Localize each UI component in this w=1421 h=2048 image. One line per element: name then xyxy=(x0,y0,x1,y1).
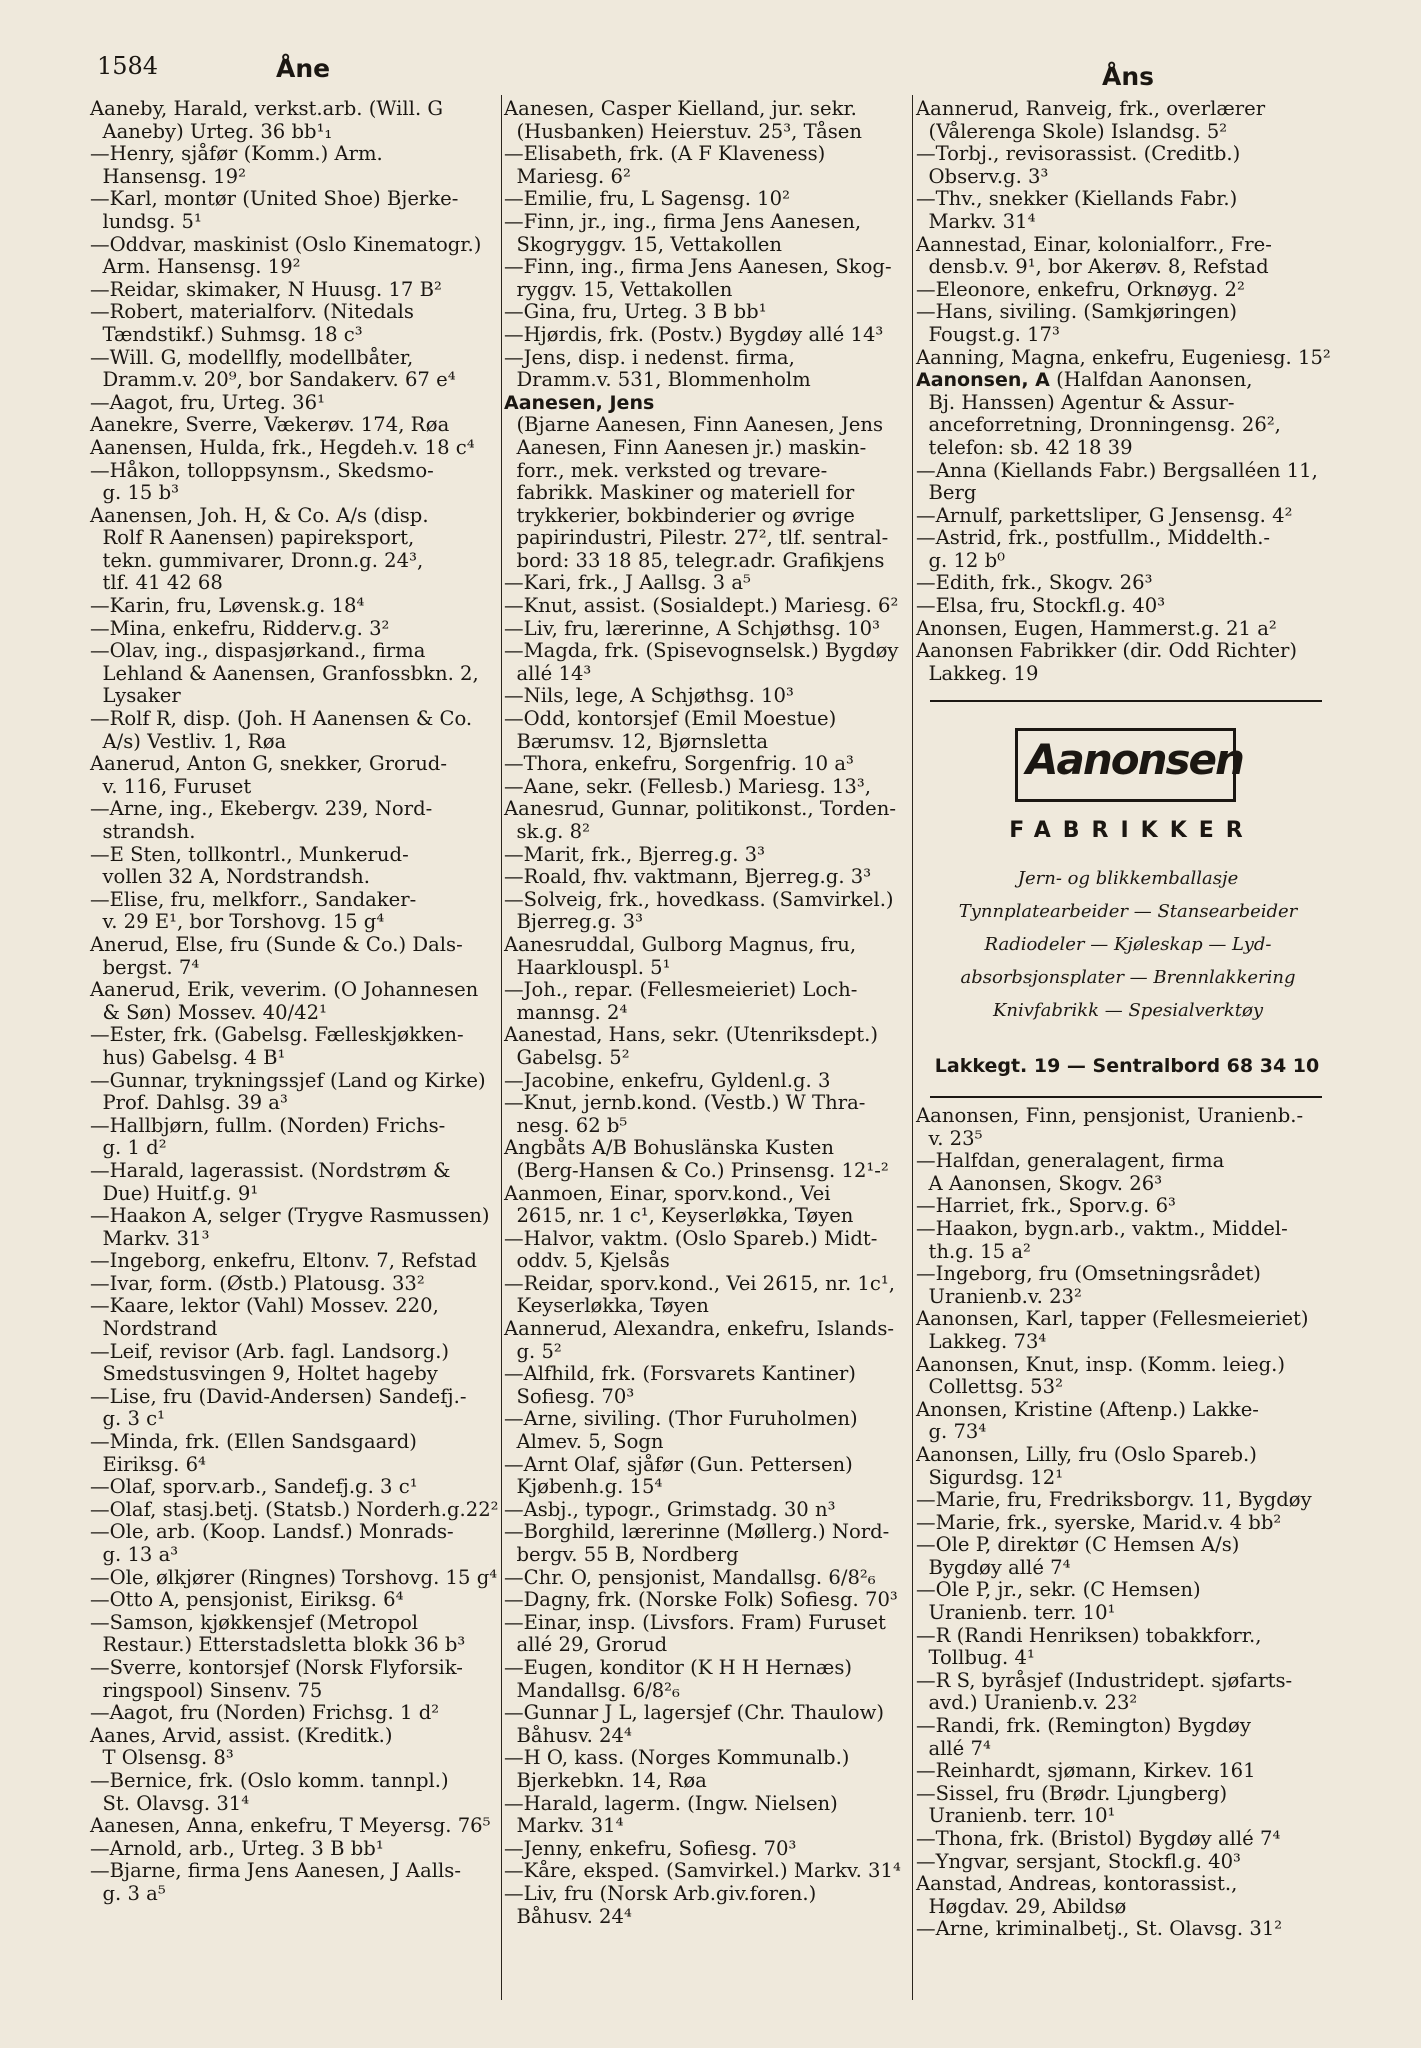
directory-entry-line: —Ester, frk. (Gabelsg. Fælleskjøkken- xyxy=(90,1023,464,1047)
directory-entry-line: Due) Huitf.g. 9¹ xyxy=(90,1181,259,1205)
directory-entry-line: —Ole P, jr., sekr. (C Hemsen) xyxy=(916,1578,1201,1602)
directory-entry-line: Aanesruddal, Gulborg Magnus, fru, xyxy=(504,932,857,956)
directory-entry-line: Aanmoen, Einar, sporv.kond., Vei xyxy=(504,1181,831,1205)
directory-entry-line: g. 3 c¹ xyxy=(90,1407,165,1431)
directory-entry-line: —Thv., snekker (Kiellands Fabr.) xyxy=(916,187,1238,211)
directory-entry-line: —Finn, jr., ing., firma Jens Aanesen, xyxy=(504,209,862,233)
directory-entry-line: Restaur.) Etterstadsletta blokk 36 b³ xyxy=(90,1633,466,1657)
directory-entry-line: —Thora, enkefru, Sorgenfrig. 10 a³ xyxy=(504,752,854,776)
directory-entry-line: avd.) Uranienb.v. 23² xyxy=(916,1691,1138,1715)
directory-entry-line: —Håkon, tolloppsynsm., Skedsmo- xyxy=(90,458,434,482)
directory-entry-line: Aanstad, Andreas, kontorassist., xyxy=(916,1872,1238,1896)
column-3-bottom xyxy=(916,1105,1321,1941)
directory-entry-line: —Karin, fru, Løvensk.g. 18⁴ xyxy=(90,594,365,618)
directory-entry-line: —Lise, fru (David-Andersen) Sandefj.- xyxy=(90,1384,467,1408)
directory-entry-line: —Alfhild, frk. (Forsvarets Kantiner) xyxy=(504,1362,856,1386)
directory-entry-line: —Rolf R, disp. (Joh. H Aanensen & Co. xyxy=(90,707,473,731)
directory-entry-line: —Halfdan, generalagent, firma xyxy=(916,1149,1225,1173)
ad-line: Tynnplatearbeider — Stansearbeider xyxy=(958,901,1298,922)
directory-entry-line: Berg xyxy=(916,481,977,505)
directory-entry-line: —Magda, frk. (Spisevognselsk.) Bygdøy xyxy=(504,639,899,663)
directory-entry-line: —Halvor, vaktm. (Oslo Spareb.) Midt- xyxy=(504,1226,878,1250)
ad-subtitle: FABRIKKER xyxy=(1009,818,1255,843)
directory-entry-line: telefon: sb. 42 18 39 xyxy=(916,435,1133,459)
directory-entry-line: Bjerkebkn. 14, Røa xyxy=(504,1768,707,1792)
directory-entry-line: —Bernice, frk. (Oslo komm. tannpl.) xyxy=(90,1768,449,1792)
directory-entry-line: Tændstikf.) Suhmsg. 18 c³ xyxy=(90,322,363,346)
brand-logo-text: Aanonsen xyxy=(1026,735,1243,784)
directory-entry-line: Observ.g. 3³ xyxy=(916,164,1049,188)
directory-entry-line: —Jenny, enkefru, Sofiesg. 70³ xyxy=(504,1836,797,1860)
directory-entry-line: Båhusv. 24⁴ xyxy=(504,1904,632,1928)
directory-entry-line: Aanonsen, Finn, pensjonist, Uranienb.- xyxy=(916,1104,1304,1127)
directory-entry-line: Uranienb. terr. 10¹ xyxy=(916,1804,1116,1828)
directory-entry-line: —Joh., repar. (Fellesmeieriet) Loch- xyxy=(504,978,858,1002)
ad-line: absorbsjonsplater — Brennlakkering xyxy=(960,967,1296,988)
directory-entry-line: Aanensen, Joh. H, & Co. A/s (disp. xyxy=(90,503,429,527)
directory-entry-line: —Randi, frk. (Remington) Bygdøy xyxy=(916,1714,1251,1738)
directory-entry-line: Mandallsg. 6/8²₆ xyxy=(504,1678,680,1702)
directory-entry-line: Hansensg. 19² xyxy=(90,164,246,188)
directory-entry-line: forr., mek. verksted og trevare- xyxy=(504,458,828,482)
directory-entry-line: —Emilie, fru, L Sagensg. 10² xyxy=(504,187,790,211)
directory-entry-line: —Olav, ing., dispasjørkand., firma xyxy=(90,639,426,663)
column-3-top xyxy=(916,97,1331,685)
directory-entry-line: densb.v. 9¹, bor Akerøv. 8, Refstad xyxy=(916,255,1269,279)
directory-entry-line: Aanonsen, Karl, tapper (Fellesmeieriet) xyxy=(916,1307,1309,1331)
directory-entry-line: —E Sten, tollkontrl., Munkerud- xyxy=(90,842,409,866)
directory-entry-line: Aanestad, Hans, sekr. (Utenriksdept.) xyxy=(504,1023,878,1047)
directory-entry-line: Markv. 31³ xyxy=(90,1226,210,1250)
directory-entry-line: & Søn) Mossev. 40/42¹ xyxy=(90,1000,327,1024)
directory-entry-line: —Ole, ølkjører (Ringnes) Torshovg. 15 g⁴ xyxy=(90,1565,498,1589)
directory-entry-line: Lakkeg. 73⁴ xyxy=(916,1329,1047,1353)
directory-entry-line: mannsg. 2⁴ xyxy=(504,1000,628,1024)
directory-entry-line: —Ingeborg, fru (Omsetningsrådet) xyxy=(916,1262,1261,1286)
directory-entry-line: Anonsen, Kristine (Aftenp.) Lakke- xyxy=(916,1397,1259,1421)
directory-entry-line: —Anna (Kiellands Fabr.) Bergsalléen 11, xyxy=(916,458,1318,482)
directory-entry-line: —Eugen, konditor (K H H Hernæs) xyxy=(504,1655,853,1679)
directory-entry-line: Uranienb.v. 23² xyxy=(916,1284,1082,1308)
directory-entry-line: Sigurdsg. 12¹ xyxy=(916,1465,1064,1489)
directory-entry-line: Rolf R Aanensen) papireksport, xyxy=(90,526,415,550)
directory-entry-line: —Chr. O, pensjonist, Mandallsg. 6/8²₆ xyxy=(504,1565,876,1589)
directory-entry-line: —Knut, assist. (Sosialdept.) Mariesg. 6² xyxy=(504,594,899,618)
directory-entry-line: Aanesen, Jens xyxy=(504,391,655,414)
left-guide-word: Åne xyxy=(276,54,331,83)
directory-entry-line: papirindustri, Pilestr. 27², tlf. sentral- xyxy=(504,526,889,550)
directory-entry-line: —Roald, fhv. vaktmann, Bjerreg.g. 3³ xyxy=(504,865,872,889)
directory-entry-line: bord: 33 18 85, telegr.adr. Grafikjens xyxy=(504,548,885,572)
directory-entry-line: Smedstusvingen 9, Holtet hageby xyxy=(90,1362,438,1386)
directory-entry-line: Markv. 31⁴ xyxy=(916,209,1036,233)
directory-entry-line: tlf. 41 42 68 xyxy=(90,571,223,595)
directory-entry-line: Aanesen, Casper Kielland, jur. sekr. xyxy=(504,97,857,120)
directory-entry-line: allé 7⁴ xyxy=(916,1736,991,1760)
directory-entry-line: —Marit, frk., Bjerreg.g. 3³ xyxy=(504,842,765,866)
directory-entry-line: —Ingeborg, enkefru, Eltonv. 7, Refstad xyxy=(90,1249,477,1273)
directory-entry-line: Aaneby, Harald, verkst.arb. (Will. G xyxy=(90,97,444,120)
advertisement-box xyxy=(922,700,1322,1105)
directory-entry-line: g. 3 a⁵ xyxy=(90,1881,166,1905)
directory-entry-line: —Olaf, sporv.arb., Sandefj.g. 3 c¹ xyxy=(90,1475,418,1499)
directory-entry-line: Tollbug. 4¹ xyxy=(916,1646,1035,1670)
directory-entry-line: —R S, byråsjef (Industridept. sjøfarts- xyxy=(916,1668,1293,1692)
directory-entry-line: Aanensen, Hulda, frk., Hegdeh.v. 18 c⁴ xyxy=(90,435,475,459)
directory-entry-line: allé 14³ xyxy=(504,661,592,685)
directory-entry-line: g. 12 b⁰ xyxy=(916,548,1006,572)
directory-entry-line: Markv. 31⁴ xyxy=(504,1814,624,1838)
directory-entry-line: —Samson, kjøkkensjef (Metropol xyxy=(90,1610,419,1634)
directory-entry-line: Lysaker xyxy=(90,684,181,708)
directory-entry-line: Aaneby) Urteg. 36 bb¹₁ xyxy=(90,119,333,143)
directory-entry-line: hus) Gabelsg. 4 B¹ xyxy=(90,1045,286,1069)
directory-entry-line: Dramm.v. 20⁹, bor Sandakerv. 67 e⁴ xyxy=(90,368,456,392)
directory-entry-line: —Dagny, frk. (Norske Folk) Sofiesg. 70³ xyxy=(504,1588,898,1612)
directory-entry-line: —Aagot, fru (Norden) Frichsg. 1 d² xyxy=(90,1701,440,1725)
directory-entry-line: —Gunnar J L, lagersjef (Chr. Thaulow) xyxy=(504,1701,884,1725)
directory-entry-line: St. Olavsg. 31⁴ xyxy=(90,1791,250,1815)
directory-entry-line: (Bjarne Aanesen, Finn Aanesen, Jens xyxy=(504,413,884,437)
directory-entry-line: Aanes, Arvid, assist. (Kreditk.) xyxy=(90,1723,393,1747)
directory-entry-line: —Hans, siviling. (Samkjøringen) xyxy=(916,300,1238,324)
directory-entry-line: Lakkeg. 19 xyxy=(916,661,1039,685)
brand-logo xyxy=(1015,728,1243,802)
directory-entry-line: —Sverre, kontorsjef (Norsk Flyforsik- xyxy=(90,1655,463,1679)
directory-entry-line: Aanerud, Anton G, snekker, Grorud- xyxy=(90,752,447,776)
directory-entry-line: —Borghild, lærerinne (Møllerg.) Nord- xyxy=(504,1520,890,1544)
directory-entry-line: g. 73⁴ xyxy=(916,1420,987,1444)
ad-bottom-rule xyxy=(930,1096,1322,1098)
directory-entry-line: —Minda, frk. (Ellen Sandsgaard) xyxy=(90,1430,417,1454)
directory-entry-line: —Gunnar, trykningssjef (Land og Kirke) xyxy=(90,1068,486,1092)
directory-entry-line: Aanesen, Finn Aanesen jr.) maskin- xyxy=(504,435,867,459)
directory-entry-line: —Reidar, skimaker, N Huusg. 17 B² xyxy=(90,277,442,301)
directory-entry-line: Aanesrud, Gunnar, politikonst., Torden- xyxy=(504,797,896,821)
directory-entry-line: —Harriet, frk., Sporv.g. 6³ xyxy=(916,1194,1176,1218)
directory-entry-line: —Nils, lege, A Schjøthsg. 10³ xyxy=(504,684,794,708)
directory-entry-line: —Bjarne, firma Jens Aanesen, J Aalls- xyxy=(90,1859,461,1883)
directory-entry-line: (Vålerenga Skole) Islandsg. 5² xyxy=(916,119,1228,143)
directory-entry-line: Aanning, Magna, enkefru, Eugeniesg. 15² xyxy=(916,345,1331,369)
directory-entry-line: Aanekre, Sverre, Vækerøv. 174, Røa xyxy=(90,413,450,437)
directory-entry-line: g. 5² xyxy=(504,1339,562,1363)
ad-contact-line: Lakkegt. 19 — Sentralbord 68 34 10 xyxy=(934,1055,1320,1077)
directory-entry-line: —Aagot, fru, Urteg. 36¹ xyxy=(90,390,325,414)
directory-entry-line: fabrikk. Maskiner og materiell for xyxy=(504,481,855,505)
directory-entry-line: —Mina, enkefru, Ridderv.g. 3² xyxy=(90,616,390,640)
directory-entry-line: lundsg. 5¹ xyxy=(90,209,202,233)
ad-line: Jern- og blikkemballasje xyxy=(1017,868,1239,889)
directory-entry-line: —Elise, fru, melkforr., Sandaker- xyxy=(90,887,417,911)
directory-entry-line: Angbåts A/B Bohuslänska Kusten xyxy=(504,1136,834,1160)
directory-entry-line: Eiriksg. 6⁴ xyxy=(90,1452,206,1476)
directory-entry-line: (Berg-Hansen & Co.) Prinsensg. 12¹-² xyxy=(504,1158,889,1182)
directory-entry-line: —Haakon A, selger (Trygve Rasmussen) xyxy=(90,1204,490,1228)
directory-entry-line: bergst. 7⁴ xyxy=(90,955,200,979)
directory-entry-line: sk.g. 8² xyxy=(504,820,590,843)
directory-entry-line: strandsh. xyxy=(90,820,196,843)
directory-entry-line: g. 13 a³ xyxy=(90,1543,179,1566)
directory-entry-line: nesg. 62 b⁵ xyxy=(504,1113,628,1137)
directory-entry-line: —Hallbjørn, fullm. (Norden) Frichs- xyxy=(90,1113,446,1137)
directory-entry-line: —Otto A, pensjonist, Eiriksg. 6⁴ xyxy=(90,1588,404,1612)
directory-entry-line: Fougst.g. 17³ xyxy=(916,322,1060,346)
directory-entry-line: v. 116, Furuset xyxy=(90,774,252,798)
directory-entry-line: Aanesen, Anna, enkefru, T Meyersg. 76⁵ xyxy=(90,1814,491,1838)
directory-entry-line: th.g. 15 a² xyxy=(916,1239,1031,1263)
directory-entry-line: Bærumsv. 12, Bjørnsletta xyxy=(504,729,769,753)
directory-entry-line: Skogryggv. 15, Vettakollen xyxy=(504,232,782,256)
directory-entry-line: —Edith, frk., Skogv. 26³ xyxy=(916,571,1153,595)
directory-entry-line: A Aanonsen, Skogv. 26³ xyxy=(916,1171,1163,1195)
directory-entry-line: —Ivar, form. (Østb.) Platousg. 33² xyxy=(90,1271,425,1295)
directory-entry-line: ringspool) Sinsenv. 75 xyxy=(90,1678,323,1702)
directory-entry-line: —Reidar, sporv.kond., Vei 2615, nr. 1c¹, xyxy=(504,1271,895,1295)
directory-entry-line: —Jens, disp. i nedenst. firma, xyxy=(504,345,795,369)
directory-entry-line: Bj. Hanssen) Agentur & Assur- xyxy=(916,390,1235,414)
directory-entry-line: —Arnulf, parkettsliper, G Jensensg. 4² xyxy=(916,503,1293,527)
directory-entry-line: Høgdav. 29, Abildsø xyxy=(916,1894,1127,1918)
directory-entry-line: Mariesg. 6² xyxy=(504,164,631,188)
directory-entry-line: —Yngvar, sersjant, Stockfl.g. 40³ xyxy=(916,1849,1241,1873)
directory-entry-line: —Einar, insp. (Livsfors. Fram) Furuset xyxy=(504,1610,886,1634)
directory-entry-line: 2615, nr. 1 c¹, Keyserløkka, Tøyen xyxy=(504,1204,854,1228)
directory-entry-line: (Husbanken) Heierstuv. 25³, Tåsen xyxy=(504,119,863,143)
directory-entry-line: —Haakon, bygn.arb., vaktm., Middel- xyxy=(916,1216,1288,1240)
directory-entry-line: trykkerier, bokbinderier og øvrige xyxy=(504,503,855,527)
column-divider xyxy=(912,95,913,2000)
directory-entry-line: Sofiesg. 70³ xyxy=(504,1384,635,1408)
right-guide-word: Åns xyxy=(1102,62,1155,91)
directory-entry-line: —Henry, sjåfør (Komm.) Arm. xyxy=(90,142,383,166)
directory-entry-line: Keyserløkka, Tøyen xyxy=(504,1294,709,1318)
directory-entry-line: —R (Randi Henriksen) tobakkforr., xyxy=(916,1623,1262,1647)
directory-entry-line: Dramm.v. 531, Blommenholm xyxy=(504,368,811,392)
directory-entry-line: Båhusv. 24⁴ xyxy=(504,1723,632,1747)
directory-entry-line: —Hjørdis, frk. (Postv.) Bygdøy allé 14³ xyxy=(504,322,884,346)
directory-entry-line: —Eleonore, enkefru, Orknøyg. 2² xyxy=(916,277,1245,301)
directory-entry-line: —Sissel, fru (Brødr. Ljungberg) xyxy=(916,1781,1228,1805)
directory-entry-line: —Arnold, arb., Urteg. 3 B bb¹ xyxy=(90,1836,384,1860)
ad-top-rule xyxy=(930,700,1322,702)
directory-entry-line: Anerud, Else, fru (Sunde & Co.) Dals- xyxy=(90,932,463,956)
directory-entry-line: Haarklouspl. 5¹ xyxy=(504,955,671,979)
directory-entry-line: Aanonsen, Knut, insp. (Komm. leieg.) xyxy=(916,1352,1286,1376)
directory-entry-line: Gabelsg. 5² xyxy=(504,1045,630,1069)
directory-entry-line: Uranienb. terr. 10¹ xyxy=(916,1601,1116,1625)
directory-entry-line: g. 15 b³ xyxy=(90,481,180,505)
directory-entry-line: Almev. 5, Sogn xyxy=(504,1430,664,1454)
directory-entry-line: —Aane, sekr. (Fellesb.) Mariesg. 13³, xyxy=(504,774,871,798)
directory-entry-line: Anonsen, Eugen, Hammerst.g. 21 a² xyxy=(916,616,1277,640)
directory-entry-line: —Arnt Olaf, sjåfør (Gun. Pettersen) xyxy=(504,1452,853,1476)
directory-entry-line: allé 29, Grorud xyxy=(504,1633,668,1657)
directory-entry-line: —Odd, kontorsjef (Emil Moestue) xyxy=(504,707,837,731)
ad-line: Radiodeler — Kjøleskap — Lyd- xyxy=(984,934,1272,955)
directory-entry-line: —Harald, lagerassist. (Nordstrøm & xyxy=(90,1158,451,1182)
directory-entry-line: —Elsa, fru, Stockfl.g. 40³ xyxy=(916,594,1166,618)
directory-entry-line: —Arne, ing., Ekebergv. 239, Nord- xyxy=(90,797,433,821)
directory-entry-line: —Oddvar, maskinist (Oslo Kinematogr.) xyxy=(90,232,482,256)
directory-entry-line: —Leif, revisor (Arb. fagl. Landsorg.) xyxy=(90,1339,450,1363)
directory-entry-line: v. 23⁵ xyxy=(916,1126,983,1150)
directory-entry-line: —Finn, ing., firma Jens Aanesen, Skog- xyxy=(504,255,892,279)
directory-entry-line: —Marie, fru, Fredriksborgv. 11, Bygdøy xyxy=(916,1488,1312,1512)
directory-entry-line: —Astrid, frk., postfullm., Middelth.- xyxy=(916,526,1271,550)
directory-entry-line: tekn. gummivarer, Dronn.g. 24³, xyxy=(90,548,424,572)
directory-entry-line: anceforretning, Dronningensg. 26², xyxy=(916,413,1281,437)
directory-entry-line: Bygdøy allé 7⁴ xyxy=(916,1555,1071,1579)
directory-entry-line: —Will. G, modellfly, modellbåter, xyxy=(90,345,414,369)
directory-entry-line: Aannerud, Ranveig, frk., overlærer xyxy=(916,97,1266,120)
directory-entry-line: Prof. Dahlsg. 39 a³ xyxy=(90,1091,288,1115)
directory-entry-line: Kjøbenh.g. 15⁴ xyxy=(504,1475,663,1499)
directory-entry-line: Aannestad, Einar, kolonialforr., Fre- xyxy=(916,232,1272,256)
ad-line: Knivfabrikk — Spesialverktøy xyxy=(992,1000,1264,1021)
column-1 xyxy=(90,98,498,1906)
directory-entry-line: Collettsg. 53² xyxy=(916,1375,1063,1399)
directory-entry-line: Arm. Hansensg. 19² xyxy=(90,255,301,279)
directory-entry-line: —Arne, siviling. (Thor Furuholmen) xyxy=(504,1407,858,1431)
directory-entry-line: —Ole P, direktør (C Hemsen A/s) xyxy=(916,1533,1240,1557)
directory-entry-line: —Kari, frk., J Aallsg. 3 a⁵ xyxy=(504,571,751,595)
directory-entry-line: —Harald, lagerm. (Ingw. Nielsen) xyxy=(504,1791,838,1815)
directory-entry-line: —Liv, fru (Norsk Arb.giv.foren.) xyxy=(504,1881,817,1905)
directory-entry-line: —Gina, fru, Urteg. 3 B bb¹ xyxy=(504,300,767,324)
directory-entry-line: —Reinhardt, sjømann, Kirkev. 161 xyxy=(916,1759,1256,1783)
directory-entry-line: —Arne, kriminalbetj., St. Olavsg. 31² xyxy=(916,1917,1283,1941)
directory-entry-line: —Ole, arb. (Koop. Landsf.) Monrads- xyxy=(90,1520,454,1544)
directory-entry-line: Aanonsen, A (Halfdan Aanonsen, xyxy=(916,368,1253,392)
directory-entry-line: —Asbj., typogr., Grimstadg. 30 n³ xyxy=(504,1497,836,1521)
page-number: 1584 xyxy=(97,52,159,80)
directory-entry-line: Aanonsen Fabrikker (dir. Odd Richter) xyxy=(916,639,1298,663)
directory-entry-line: g. 1 d² xyxy=(90,1136,167,1160)
directory-entry-line: —Jacobine, enkefru, Gyldenl.g. 3 xyxy=(504,1068,831,1092)
directory-entry-line: A/s) Vestliv. 1, Røa xyxy=(90,729,287,753)
column-2 xyxy=(504,98,909,1928)
directory-entry-line: vollen 32 A, Nordstrandsh. xyxy=(90,865,370,889)
directory-entry-line: —Robert, materialforv. (Nitedals xyxy=(90,300,414,324)
directory-entry-line: Lehland & Aanensen, Granfossbkn. 2, xyxy=(90,661,479,685)
directory-entry-line: —Karl, montør (United Shoe) Bjerke- xyxy=(90,187,459,211)
directory-entry-line: Aanonsen, Lilly, fru (Oslo Spareb.) xyxy=(916,1442,1257,1466)
directory-entry-line: Nordstrand xyxy=(90,1317,218,1341)
directory-entry-line: bergv. 55 B, Nordberg xyxy=(504,1543,739,1566)
directory-entry-line: —Marie, frk., syerske, Marid.v. 4 bb² xyxy=(916,1510,1282,1534)
directory-entry-line: —Elisabeth, frk. (A F Klaveness) xyxy=(504,142,826,166)
directory-entry-line: —Knut, jernb.kond. (Vestb.) W Thra- xyxy=(504,1091,866,1115)
directory-entry-line: v. 29 E¹, bor Torshovg. 15 g⁴ xyxy=(90,910,385,934)
directory-entry-line: oddv. 5, Kjelsås xyxy=(504,1249,670,1273)
column-divider xyxy=(501,95,502,2000)
directory-entry-line: —Thona, frk. (Bristol) Bygdøy allé 7⁴ xyxy=(916,1827,1281,1850)
directory-entry-line: —Torbj., revisorassist. (Creditb.) xyxy=(916,142,1241,166)
directory-entry-line: Bjerreg.g. 3³ xyxy=(504,910,643,934)
directory-entry-line: —Liv, fru, lærerinne, A Schjøthsg. 10³ xyxy=(504,616,880,640)
directory-entry-line: T Olsensg. 8³ xyxy=(90,1746,234,1770)
directory-entry-line: —H O, kass. (Norges Kommunalb.) xyxy=(504,1746,850,1770)
directory-entry-line: —Olaf, stasj.betj. (Statsb.) Norderh.g.22² xyxy=(90,1497,499,1521)
directory-entry-line: —Kåre, eksped. (Samvirkel.) Markv. 31⁴ xyxy=(504,1859,901,1883)
directory-entry-line: —Kaare, lektor (Vahl) Mossev. 220, xyxy=(90,1294,439,1318)
directory-entry-line: Aanerud, Erik, veverim. (O Johannesen xyxy=(90,978,479,1002)
directory-entry-line: Aannerud, Alexandra, enkefru, Islands- xyxy=(504,1317,895,1341)
directory-entry-line: —Solveig, frk., hovedkass. (Samvirkel.) xyxy=(504,887,894,911)
directory-entry-line: ryggv. 15, Vettakollen xyxy=(504,277,733,301)
